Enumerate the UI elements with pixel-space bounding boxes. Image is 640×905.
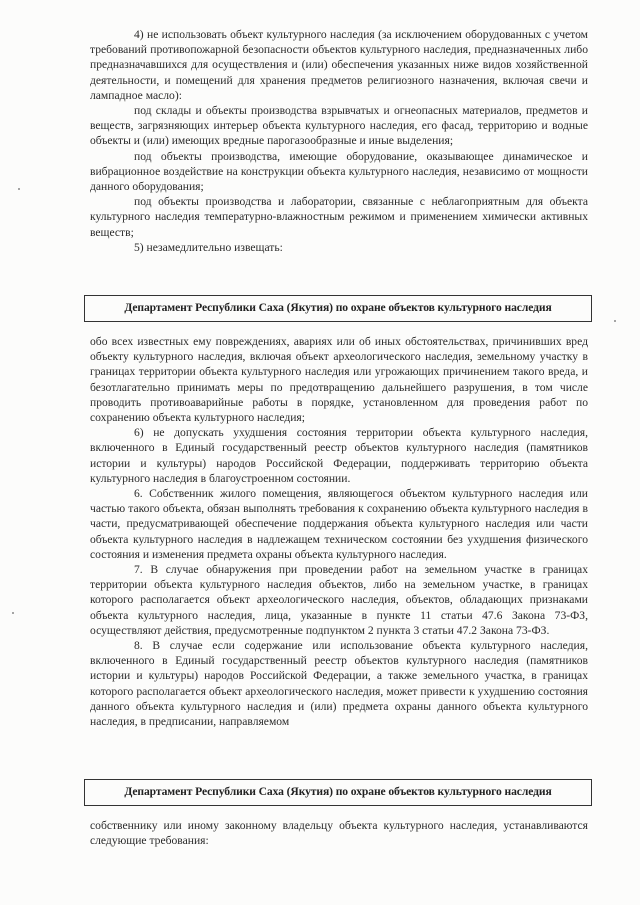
paragraph-point-8-requirements: 8. В случае если содержание или использование объекта культурного наследия, включенного в Единый государственный реестр объектов культурного наследия (памятников истории и культуры) народов Российской Федерации, а также земельного участка, в границах которого располагается объект археологического наследия, может привести к ухудшению состояния данного объекта культурного наследия и (или) предмета охраны данного объекта культурного наследия, в предписании, направляемом	[90, 639, 588, 729]
paragraph-point-7-discovery: 7. В случае обнаружения при проведении работ на земельном участке в границах территории объекта культурного наследия объектов, либо на земельном участке, в границах которого располагается объект археологического наследия, объектов, обладающих признаками объекта культурного наследия, лица, указанные в пункте 11 статьи 47.6 Закона 73-ФЗ, осуществляют действия, предусмотренные подпунктом 2 пункта 3 статьи 47.2 Закона 73-ФЗ.	[90, 563, 588, 637]
section-bottom-text	[90, 818, 588, 848]
paragraph-warehouses: под склады и объекты производства взрывчатых и огнеопасных материалов, предметов и веществ, загрязняющих интерьер объекта культурного наследия, его фасад, территорию и водные объекты и (или) имеющих вредные парогазообразные и иные выделения;	[90, 104, 588, 148]
paragraph-point-6-owner: 6. Собственник жилого помещения, являющегося объектом культурного наследия или частью такого объекта, обязан выполнять требования к сохранению объекта культурного наследия в части, предусматривающей обеспечение поддержания объекта культурного наследия или части объекта культурного наследия в надлежащем техническом состоянии без ухудшения физического состояния и изменения предмета охраны объекта культурного наследия.	[90, 487, 588, 561]
paragraph-item-5: 5) незамедлительно извещать:	[134, 240, 283, 254]
department-banner-bottom: Департамент Республики Саха (Якутия) по охране объектов культурного наследия	[84, 779, 592, 806]
scan-speck	[12, 612, 14, 614]
paragraph-production-equipment: под объекты производства, имеющие оборудование, оказывающее динамическое и вибрационное воздействие на конструкции объекта культурного наследия, независимо от мощности данного оборудования;	[90, 149, 588, 194]
paragraph-item-4: 4) не использовать объект культурного наследия (за исключением оборудованных с учетом требований противопожарной безопасности объектов культурного наследия, предназначенных либо предназначавшихся для осуществления и (или) обеспечения указанных ниже видов хозяйственной деятельности, и помещений для хранения предметов религиозного назначения, включая свечи и лампадное масло):	[90, 28, 588, 102]
paragraph-item-6-territory: 6) не допускать ухудшения состояния территории объекта культурного наследия, включенного в Единый государственный реестр объектов культурного наследия (памятников истории и культуры) народов Российской Федерации, поддерживать территорию объекта культурного наследия в благоустроенном состоянии.	[90, 426, 588, 485]
scan-speck	[614, 320, 616, 322]
department-banner-top: Департамент Республики Саха (Якутия) по охране объектов культурного наследия	[84, 295, 592, 322]
paragraph-laboratories: под объекты производства и лаборатории, связанные с неблагоприятным для объекта культурного наследия температурно-влажностным режимом и применением химически активных веществ;	[90, 195, 588, 239]
paragraph-owner-requirements: собственнику или иному законному владельцу объекта культурного наследия, устанавливаются следующие требования:	[90, 819, 588, 848]
paragraph-damage-notice: обо всех известных ему повреждениях, авариях или об иных обстоятельствах, причинивших вред объекту культурного наследия, включая объект археологического наследия, земельному участку в границах территории объекта культурного наследия или угрожающих причинением такого вреда, и безотлагательно принимать меры по предотвращению дальнейшего разрушения, в том числе проводить противоаварийные работы в порядке, установленном для проведения работ по сохранению объекта культурного наследия;	[90, 335, 588, 425]
scan-speck	[18, 188, 20, 190]
section-middle-text	[90, 334, 588, 729]
section-top-text	[90, 27, 588, 255]
